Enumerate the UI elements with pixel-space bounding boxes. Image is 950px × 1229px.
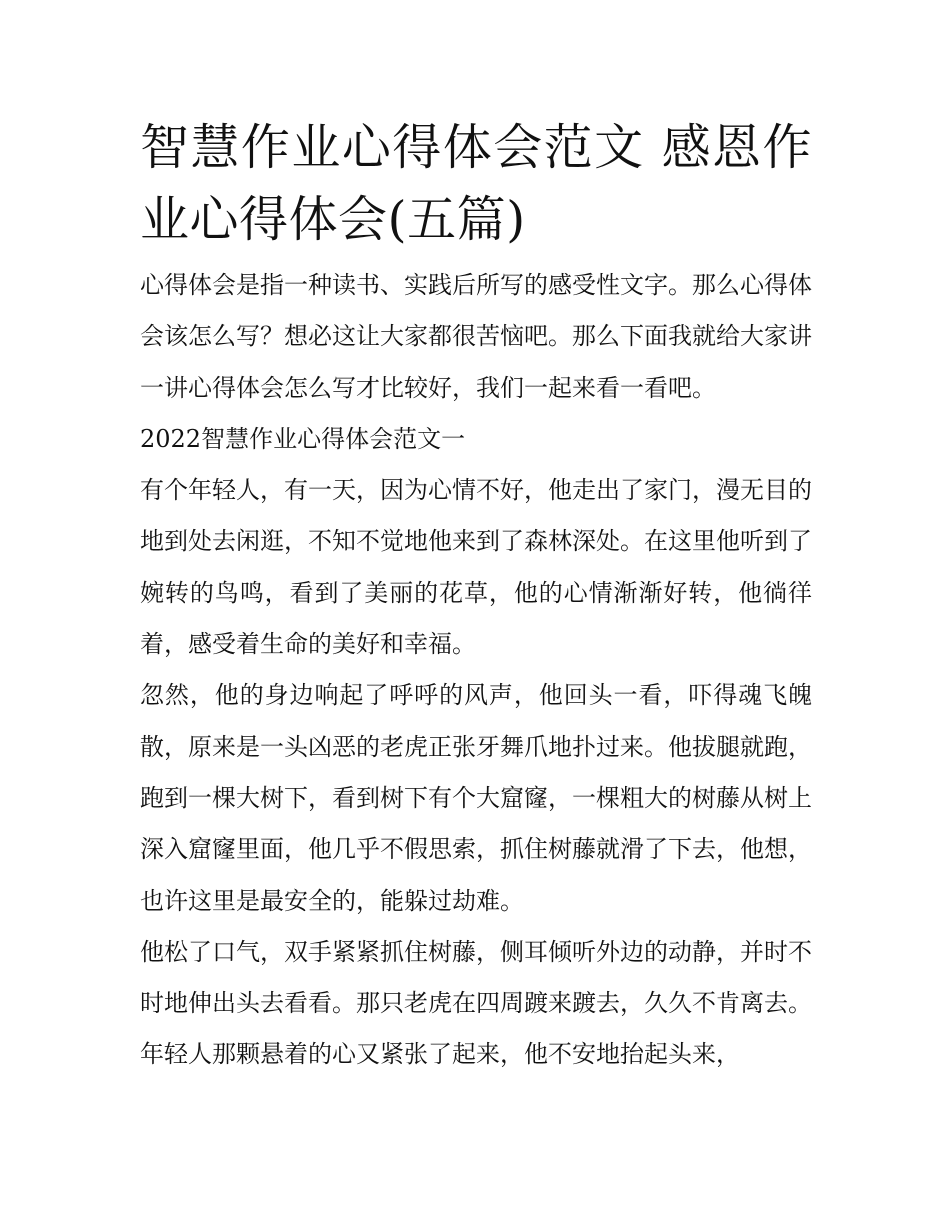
body-paragraph: 他松了口气，双手紧紧抓住树藤，侧耳倾听外边的动静，并时不时地伸出头去看看。那只老虎在四周踱来踱去，久久不肯离去。年轻人那颗悬着的心又紧张了起来，他不安地抬起头来， <box>140 937 812 1069</box>
body-paragraph: 有个年轻人，有一天，因为心情不好，他走出了家门，漫无目的地到处去闲逛，不知不觉地他来到了森林深处。在这里他听到了婉转的鸟鸣，看到了美丽的花草，他的心情渐渐好转，他徜徉着，感受着生命的美好和幸福。 <box>140 476 812 659</box>
intro-paragraph: 心得体会是指一种读书、实践后所写的感受性文字。那么心得体会该怎么写？想必这让大家都很苦恼吧。那么下面我就给大家讲一讲心得体会怎么写才比较好，我们一起来看一看吧。 <box>140 271 812 402</box>
section-heading: 2022智慧作业心得体会范文一 <box>140 424 466 453</box>
document-title: 智慧作业心得体会范文 感恩作业心得体会(五篇) <box>140 119 812 248</box>
body-paragraph: 忽然，他的身边响起了呼呼的风声，他回头一看，吓得魂飞魄散，原来是一头凶恶的老虎正张牙舞爪地扑过来。他拔腿就跑，跑到一棵大树下，看到树下有个大窟窿，一棵粗大的树藤从树上深入窟窿里面，他几乎不假思索，抓住树藤就滑了下去，他想，也许这里是最安全的，能躲过劫难。 <box>140 681 812 915</box>
document-body <box>140 260 812 1081</box>
document-content <box>140 112 812 1081</box>
